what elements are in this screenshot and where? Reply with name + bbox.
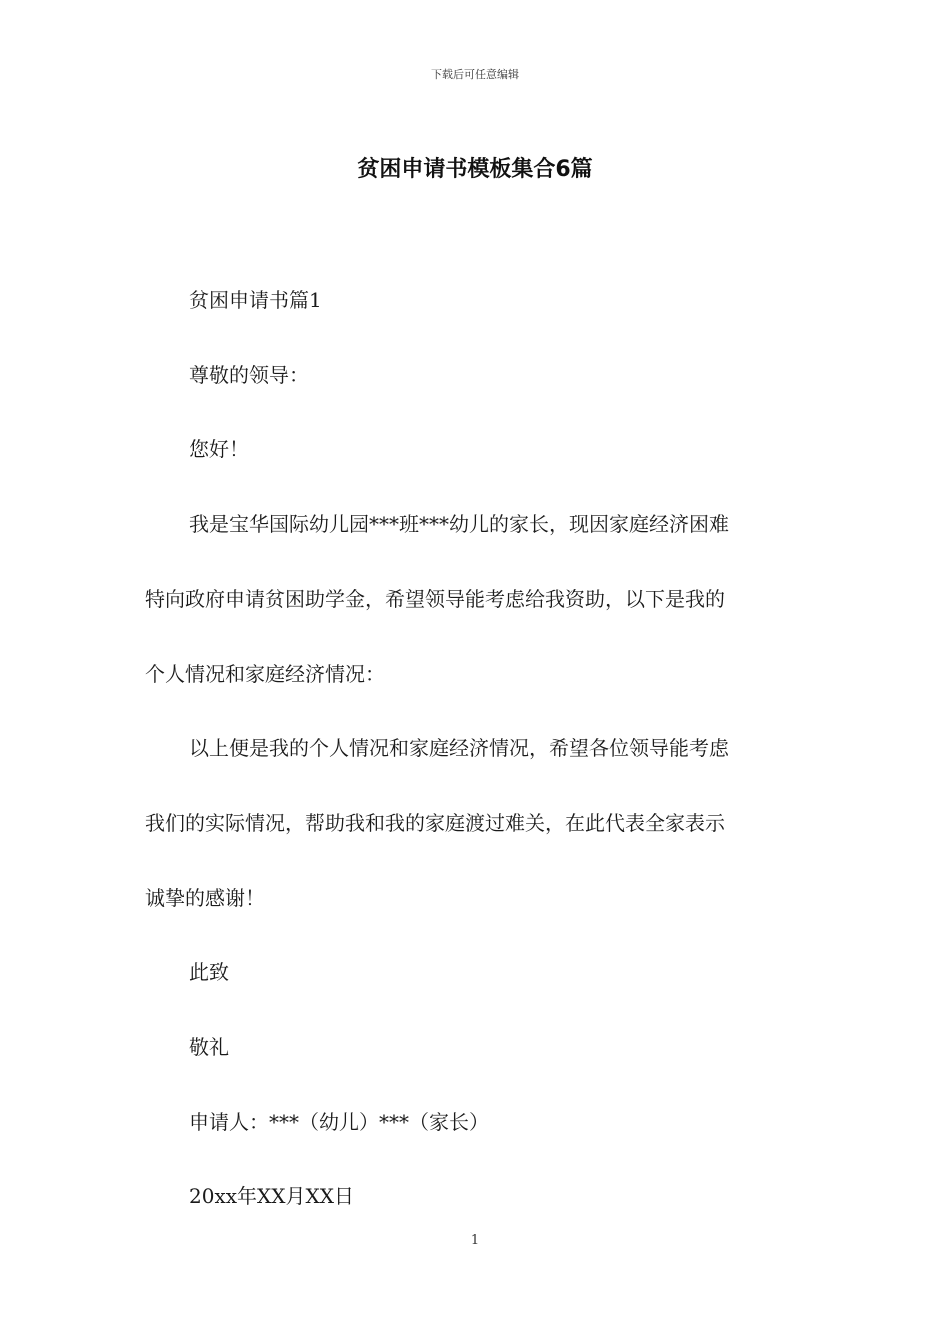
page-number: 1 — [470, 1233, 480, 1248]
header-note: 下载后可任意编辑 — [431, 68, 519, 81]
closing-salute: 敬礼 — [189, 1035, 229, 1059]
paragraph-line: 个人情况和家庭经济情况： — [145, 662, 385, 686]
paragraph-line: 诚挚的感谢！ — [145, 886, 265, 910]
paragraph-line: 我们的实际情况，帮助我和我的家庭渡过难关，在此代表全家表示 — [145, 811, 725, 835]
applicant-signature: 申请人：***（幼儿）***（家长） — [189, 1110, 489, 1134]
closing-line: 此致 — [189, 960, 229, 984]
paragraph-line: 以上便是我的个人情况和家庭经济情况，希望各位领导能考虑 — [189, 736, 729, 760]
section-heading: 贫困申请书篇1 — [189, 288, 322, 312]
paragraph-line: 特向政府申请贫困助学金，希望领导能考虑给我资助，以下是我的 — [145, 587, 725, 611]
salutation: 尊敬的领导： — [189, 363, 309, 387]
paragraph-line: 我是宝华国际幼儿园***班***幼儿的家长，现因家庭经济困难 — [189, 512, 729, 536]
date-line: 20xx年XX月XX日 — [189, 1184, 354, 1208]
greeting: 您好！ — [189, 437, 249, 461]
document-title: 贫困申请书模板集合6篇 — [357, 157, 593, 182]
